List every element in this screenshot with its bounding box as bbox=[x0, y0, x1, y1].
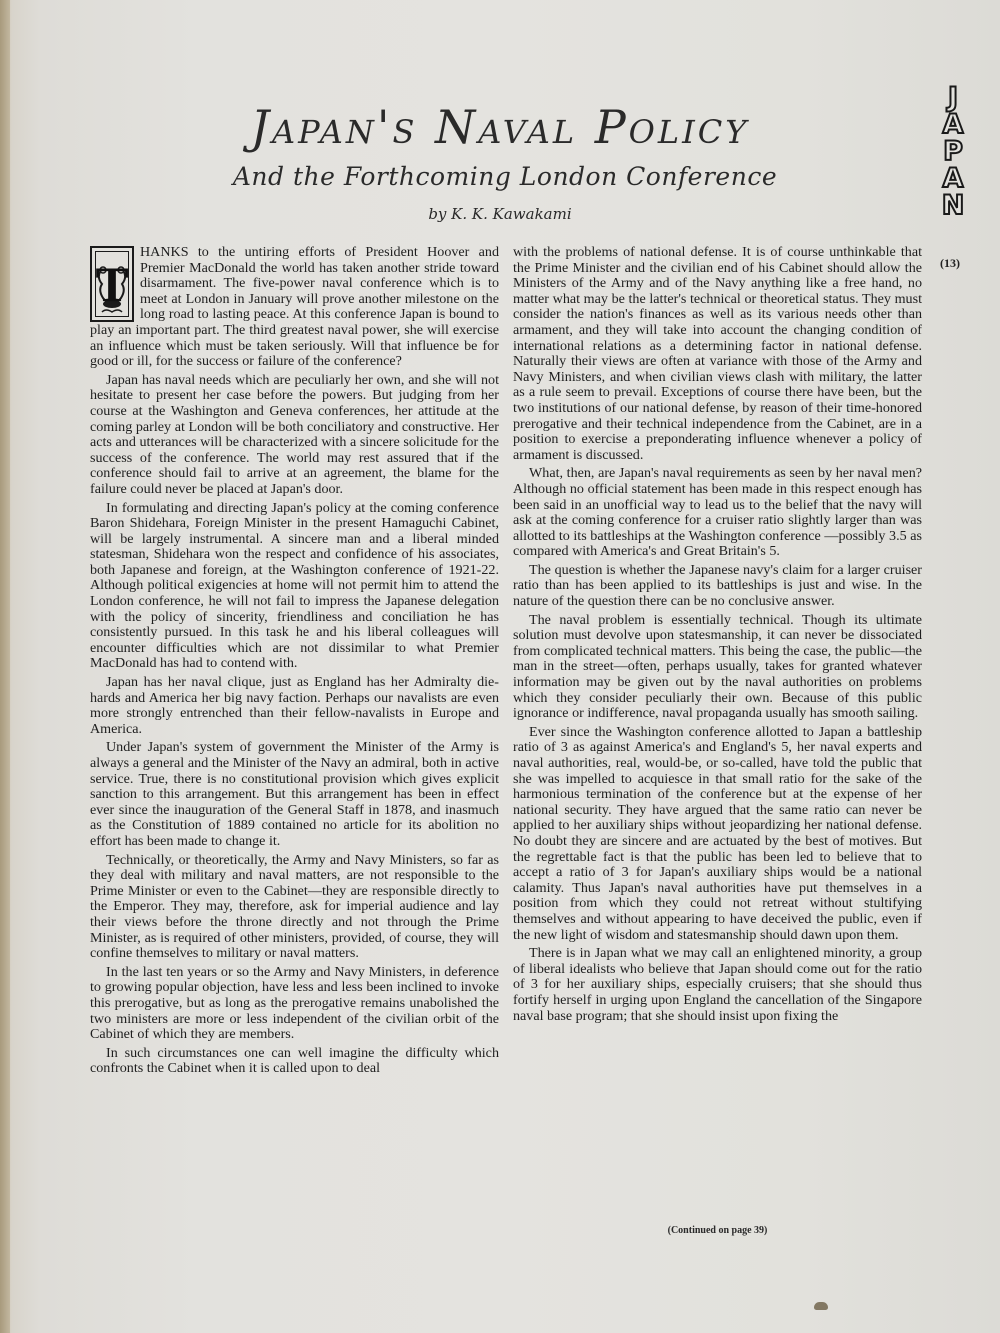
article-paragraph: Technically, or theoretically, the Army and Navy Ministers, so far as they deal with military and naval matters, are not responsible to the Prime Minister or even to the Cabinet—they are responsible directly to the Emperor. They may, therefore, ask for imperial audience and lay their views before the throne directly and not through the Prime Minister, as is required of other ministers, provided, of course, they will confine themselves to military or naval matters. bbox=[90, 851, 499, 962]
paragraph-text: HANKS to the untiring efforts of President Hoover and Premier MacDonald the world has taken another stride toward disarmament. The five-power naval conference which is to meet at London in January will prove another milestone on the long road to lasting peace. At this conference Japan is bound to play an important part. The third greatest naval power, she will exercise an influence which must be taken seriously. Will that influence be for good or ill, for the success or failure of the conference? bbox=[90, 244, 499, 370]
section-label-letter: A bbox=[942, 163, 964, 194]
article-paragraph: Japan has her naval clique, just as England has her Admiralty die-hards and America her big navy faction. Perhaps our navalists are even more strongly entrenched than their fellow-navalists in Europe and America. bbox=[90, 674, 499, 737]
ornamental-drop-cap bbox=[90, 246, 134, 322]
article-paragraph: Japan has naval needs which are peculiarly her own, and she will not hesitate to present her case before the powers. But judging from her course at the Washington and Geneva conferences, her attitude at the coming parley at London will be both conciliatory and constructive. Her acts and utterances will be characterized with a sincere solicitude for the success of the conference. The world may rest assured that if the conference should fail to arrive at an agreement, the blame for the failure could never be placed at Japan's door. bbox=[90, 371, 499, 497]
article-column-left bbox=[90, 245, 499, 1080]
article-byline: by K. K. Kawakami bbox=[428, 205, 572, 223]
article-paragraph: The question is whether the Japanese navy's claim for a larger cruiser ratio than has been applied to its battleships is just and wise. In the nature of the question there can be no conclusive answer. bbox=[513, 561, 922, 610]
article-paragraph: In the last ten years or so the Army and Navy Ministers, in deference to growing popular objection, have less and less been inclined to invoke this prerogative, but as long as the prerogative remains unabolished the two ministers are more or less independent of the civilian orbit of the Cabinet of which they are members. bbox=[90, 963, 499, 1043]
article-paragraph: There is in Japan what we may call an enlightened minority, a group of liberal idealists who believe that Japan should come out for the ratio of 3 for her auxiliary ships, especially cruisers; that she should thus fortify herself in urging upon England the cancellation of the Singapore naval base program; that she should insist upon fixing the bbox=[513, 945, 922, 1024]
article-subtitle: And the Forthcoming London Conference bbox=[232, 162, 778, 191]
article-paragraph: The naval problem is essentially technical. Though its ultimate solution must devolve upon statesmanship, it can never be dissociated from complicated technical matters. This being the case, the public—the man in the street—often, perhaps usually, takes for granted whatever information may be given out by the naval authorities on problems which they consider peculiarly their own. Because of this public ignorance or indifference, naval propaganda usually has smooth sailing. bbox=[513, 611, 922, 722]
article-paragraph bbox=[90, 245, 499, 370]
section-label-letter: P bbox=[943, 136, 963, 167]
article-paragraph: What, then, are Japan's naval requirements as seen by her naval men? Although no official statement has been made in this respect enough has been said in an unofficial way to lead us to the belief that the navy will ask at the coming conference for a cruiser ratio slightly larger than was allotted to its battleships at the Washington conference —possibly 3.5 as compared with America's and Great Britain's 5. bbox=[513, 465, 922, 560]
drop-cap-letter: T bbox=[95, 256, 129, 312]
paper-stain bbox=[814, 1302, 828, 1310]
section-label-letter: J bbox=[947, 82, 959, 113]
article-paragraph: In formulating and directing Japan's policy at the coming conference Baron Shidehara, Foreign Minister in the present Hamaguchi Cabinet, will be largely instrumental. A sincere man and a liberal minded statesman, Shidehara won the respect and confidence of his associates, both Japanese and foreign, at the Washington conference of 1921-22. Although political exigencies at home will not permit him to attend the London conference, he will not fail to impress the Japanese delegation with the policy of sincerity, friendliness and conciliation he has consistently pursued. In this task he and his liberal colleagues will encounter difficulties which are not dissimilar to what Premier MacDonald has had to contend with. bbox=[90, 499, 499, 672]
page-binding-edge bbox=[0, 0, 10, 1333]
article-paragraph: Ever since the Washington conference allotted to Japan a battleship ratio of 3 as against America's and England's 5, her naval experts and naval authorities, real, would-be, or so-called, have told the public that she was impelled to acquiesce in that small ratio for the sake of the harmonious termination of the conference but at the expense of her national security. They have argued that the same ratio can never be applied to her auxiliary ships without jeopardizing her national defense. No doubt they are sincere and are actuated by the best of motives. But the regrettable fact is that the public has been led to believe that to accept a ratio of 3 for Japan's auxiliary ships would be a national calamity. Thus Japan's naval authorities have put themselves in a position from which they could not retreat without stultifying themselves and without appearing to have deceived the public, even if the new light of wisdom and statesmanship should dawn upon them. bbox=[513, 723, 922, 943]
section-label-letter: A bbox=[942, 109, 964, 140]
page-number: (13) bbox=[940, 256, 960, 270]
article-column-right bbox=[513, 245, 922, 1027]
article-paragraph: Under Japan's system of government the Minister of the Army is always a general and the Minister of the Navy an admiral, both in active service. True, there is no constitutional provision which gives explicit sanction to this arrangement. But this arrangement has been in effect ever since the inauguration of the General Staff in 1878, and inasmuch as the Constitution of 1889 contained no article for its abolition no effort has been made to change it. bbox=[90, 739, 499, 849]
continued-note: (Continued on page 39) bbox=[667, 1225, 768, 1236]
article-paragraph: In such circumstances one can well imagine the difficulty which confronts the Cabinet when it is called upon to deal bbox=[90, 1044, 499, 1077]
article-title: Japan's Naval Policy bbox=[250, 100, 750, 154]
section-label-letter: N bbox=[941, 190, 965, 221]
article-paragraph: with the problems of national defense. It is of course unthinkable that the Prime Minister and the civilian end of his Cabinet should allow the Ministers of the Army and of the Navy anything like a free hand, no matter what may be the latter's technical or theoretical status. They must consider the nation's finances as well as its various needs other than armament, and they will take into account the changing condition of international relations as a determining factor in national defense. Naturally their views are often at variance with those of the Army and Navy Ministers, and when civilian views clash with military, the latter as a rule seem to prevail. Exceptions of course there have been, but the two institutions of our national defense, by reason of their time-honored prerogative and their technical independence from the Cabinet, are in a position to exercise a preponderating influence whenever a policy of armament is discussed. bbox=[513, 244, 922, 463]
section-label-vertical bbox=[935, 84, 971, 219]
